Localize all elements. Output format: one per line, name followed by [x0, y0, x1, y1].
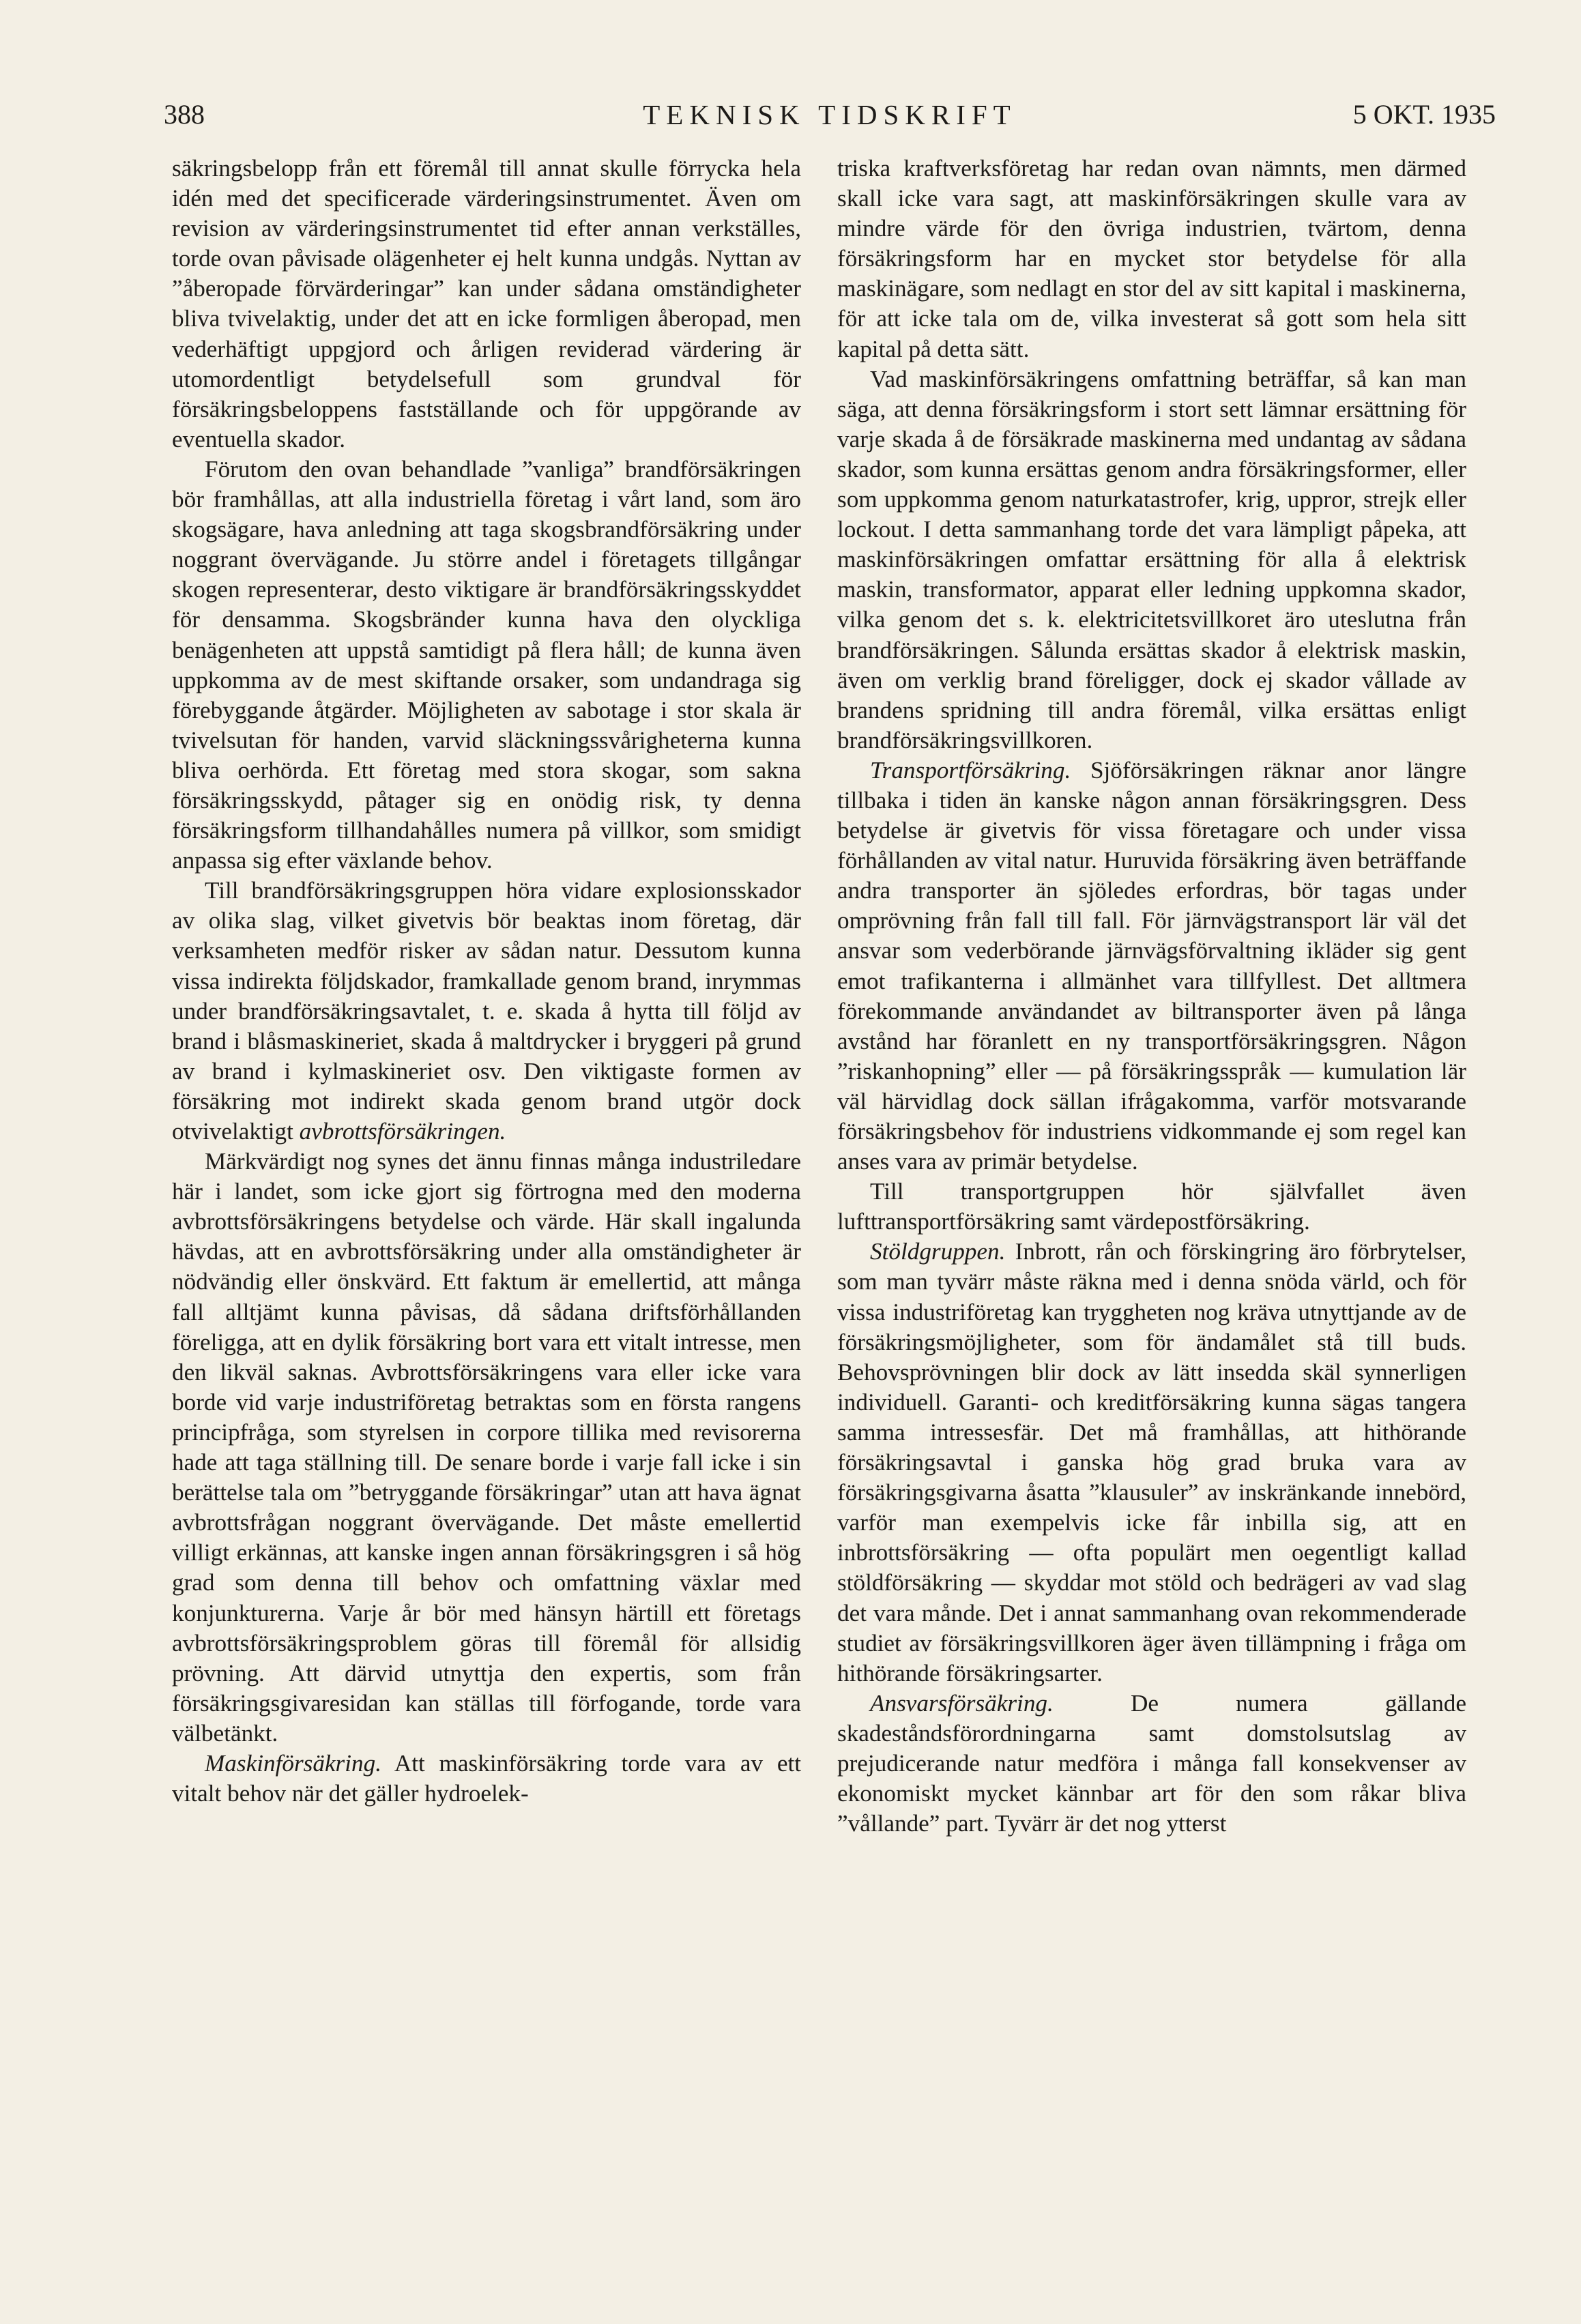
paragraph: Maskinförsäkring. Att maskinförsäkring torde vara av ett vitalt behov när det gäller hydroelek- — [172, 1749, 801, 1807]
issue-date: 5 OKT. 1935 — [1352, 99, 1496, 130]
paragraph: Förutom den ovan behandlade ”vanliga” brandförsäkringen bör framhållas, att alla industriella företag i vårt land, som äro skogsägare, hava anledning att taga skogsbrandförsäkring under noggrant övervägande. Ju större andel i företagets tillgångar skogen representerar, desto viktigare är brandförsäkringsskyddet för densamma. Skogsbränder kunna hava den olyckliga benägenheten att uppstå samtidigt på flera håll; de kunna även uppkomma av de mest skiftande orsaker, som undandraga sig förebyggande åtgärder. Möjligheten av sabotage i stor skala är tvivelsutan för handen, varvid släckningssvårigheterna kunna bliva oerhörda. Ett företag med stora skogar, som sakna försäkringsskydd, påtager sig en onödig risk, ty denna försäkringsform tillhandahålles numera på villkor, som smidigt anpassa sig efter växlande behov. — [172, 455, 801, 874]
journal-title: TEKNISK TIDSKRIFT — [643, 99, 1017, 130]
paragraph: Vad maskinförsäkringens omfattning beträffar, så kan man säga, att denna försäkringsform i stort sett lämnar ersättning för varje skada å de försäkrade maskinerna med undantag av sådana skador, som kunna ersättas genom andra försäkringsformer, eller som uppkomma genom naturkatastrofer, krig, uppror, strejk eller lockout. I detta sammanhang torde det vara lämpligt påpeka, att maskinförsäkringen omfattar ersättning för alla å elektrisk maskin, transformator, apparat eller ledning uppkomna skador, vilka genom det s. k. elektricitetsvillkoret äro uteslutna från brandförsäkringen. Sålunda ersättas skador å elektrisk maskin, även om verklig brand föreligger, dock ej skador vållade av brandens spridning till andra föremål, vilka ersättas enligt brandförsäkringsvillkoren. — [837, 365, 1466, 754]
section-heading: Ansvarsförsäkring. — [870, 1689, 1054, 1717]
left-column — [172, 154, 801, 1809]
right-column — [837, 154, 1466, 1839]
section-heading: Transportförsäkring. — [870, 756, 1071, 784]
paragraph: Till brandförsäkringsgruppen höra vidare explosionsskador av olika slag, vilket givetvis bör beaktas inom företag, där verksamheten medför risker av sådan natur. Dessutom kunna vissa indirekta följdskador, framkallade genom brand, inrymmas under brandförsäkringsavtalet, t. e. skada å hytta till följd av brand i blåsmaskineriet, skada å maltdrycker i bryggeri på grund av brand i kylmaskineriet osv. Den viktigaste formen av försäkring mot indirekt skada genom brand utgör dock otvivelaktigt avbrottsförsäkringen. — [172, 877, 801, 1145]
paragraph: Till transportgruppen hör självfallet även lufttransportförsäkring samt värdepostförsäkring. — [837, 1178, 1466, 1235]
paragraph: Transportförsäkring. Sjöförsäkringen räknar anor längre tillbaka i tiden än kanske någon annan försäkringsgren. Dess betydelse är givetvis för vissa företagare och under vissa förhållanden av vital natur. Huruvida försäkring även beträffande andra transporter än sjöledes erfordras, bör tagas under omprövning från fall till fall. För järnvägstransport lär väl det ansvar som vederbörande järnvägsförvaltning ikläder sig gent emot trafikanterna i allmänhet vara tillfyllest. Det alltmera förekommande användandet av biltransporter även på långa avstånd har föranlett en ny transportförsäkringsgren. Någon ”riskanhopning” eller — på försäkringsspråk — kumulation lär väl härvidlag dock sällan ifrågakomma, varför motsvarande försäkringsbehov för industriens vidkommande ej som regel kan anses vara av primär betydelse. — [837, 756, 1466, 1175]
section-heading: Maskinförsäkring. — [205, 1749, 382, 1777]
italic-term: avbrottsförsäkringen. — [299, 1118, 506, 1145]
section-heading: Stöldgruppen. — [870, 1238, 1006, 1265]
paragraph: Stöldgruppen. Inbrott, rån och förskingring äro förbrytelser, som man tyvärr måste räkna med i denna snöda värld, och för vissa industriföretag kan tryggheten nog kräva utnyttjande av de försäkringsmöjligheter, som för ändamålet stå till buds. Behovsprövningen blir dock av lätt insedda skäl synnerligen individuell. Garanti- och kreditförsäkring kunna sägas tangera samma intressesfär. Det må framhållas, att hithörande försäkringsavtal i ganska hög grad bruka vara av försäkringsgivarna åsatta ”klausuler” av inskränkande innebörd, varför man exempelvis icke får inbilla sig, att en inbrottsförsäkring — ofta populärt men oegentligt kallad stöldförsäkring — skyddar mot stöld och bedrägeri av vad slag det vara månde. Det i annat sammanhang ovan rekommenderade studiet av försäkringsvillkoren äger även tillämpning i fråga om hithörande försäkringsarter. — [837, 1238, 1466, 1687]
paragraph: Ansvarsförsäkring. De numera gällande skadeståndsförordningarna samt domstolsutslag av prejudicerande natur medföra i många fall konsekvenser av ekonomiskt mycket kännbar art för den som råkar bliva ”vållande” part. Tyvärr är det nog ytterst — [837, 1689, 1466, 1837]
page-header — [164, 94, 1496, 135]
page-number: 388 — [164, 99, 205, 130]
paragraph: Märkvärdigt nog synes det ännu finnas många industriledare här i landet, som icke gjort sig förtrogna med den moderna avbrottsförsäkringens betydelse och värde. Här skall ingalunda hävdas, att en avbrottsförsäkring under alla omständigheter är nödvändig eller önskvärd. Ett faktum är emellertid, att många fall alltjämt kunna påvisas, då sådana driftsförhållanden föreligga, att en dylik försäkring bort vara ett vitalt intresse, men den likväl saknas. Avbrottsförsäkringens vara eller icke vara borde vid varje industriföretag betraktas som en första rangens principfråga, som styrelsen in corpore tillika med revisorerna hade att taga ställning till. De senare borde i varje fall icke i sin berättelse tala om ”betryggande försäkringar” utan att hava ägnat avbrottsfrågan noggrant övervägande. Det måste emellertid villigt erkännas, att kanske ingen annan försäkringsgren i så hög grad som denna till behov och omfattning växlar med konjunkturerna. Varje år bör med hänsyn härtill ett företags avbrottsförsäkringsproblem göras till föremål för allsidig prövning. Att därvid utnyttja den expertis, som från försäkringsgivaresidan kan ställas till förfogande, torde vara välbetänkt. — [172, 1148, 801, 1747]
paragraph: säkringsbelopp från ett föremål till annat skulle förrycka hela idén med det specificerade värderingsinstrumentet. Även om revision av värderingsinstrumentet tid efter annan verkställes, torde ovan påvisade olägenheter ej helt kunna undgås. Nyttan av ”åberopade förvärderingar” kan under sådana omständigheter bliva tvivelaktig, under det att en icke formligen åberopad, men vederhäftigt uppgjord och årligen reviderad värdering är utomordentligt betydelsefull som grundval för försäkringsbeloppens fastställande och för uppgörande av eventuella skador. — [172, 155, 801, 453]
paragraph: triska kraftverksföretag har redan ovan nämnts, men därmed skall icke vara sagt, att maskinförsäkringen skulle vara av mindre värde för den övriga industrien, tvärtom, denna försäkringsform har en mycket stor betydelse för alla maskinägare, som nedlagt en stor del av sitt kapital i maskinerna, för att icke tala om de, vilka investerat så gott som hela sitt kapital på detta sätt. — [837, 155, 1466, 362]
